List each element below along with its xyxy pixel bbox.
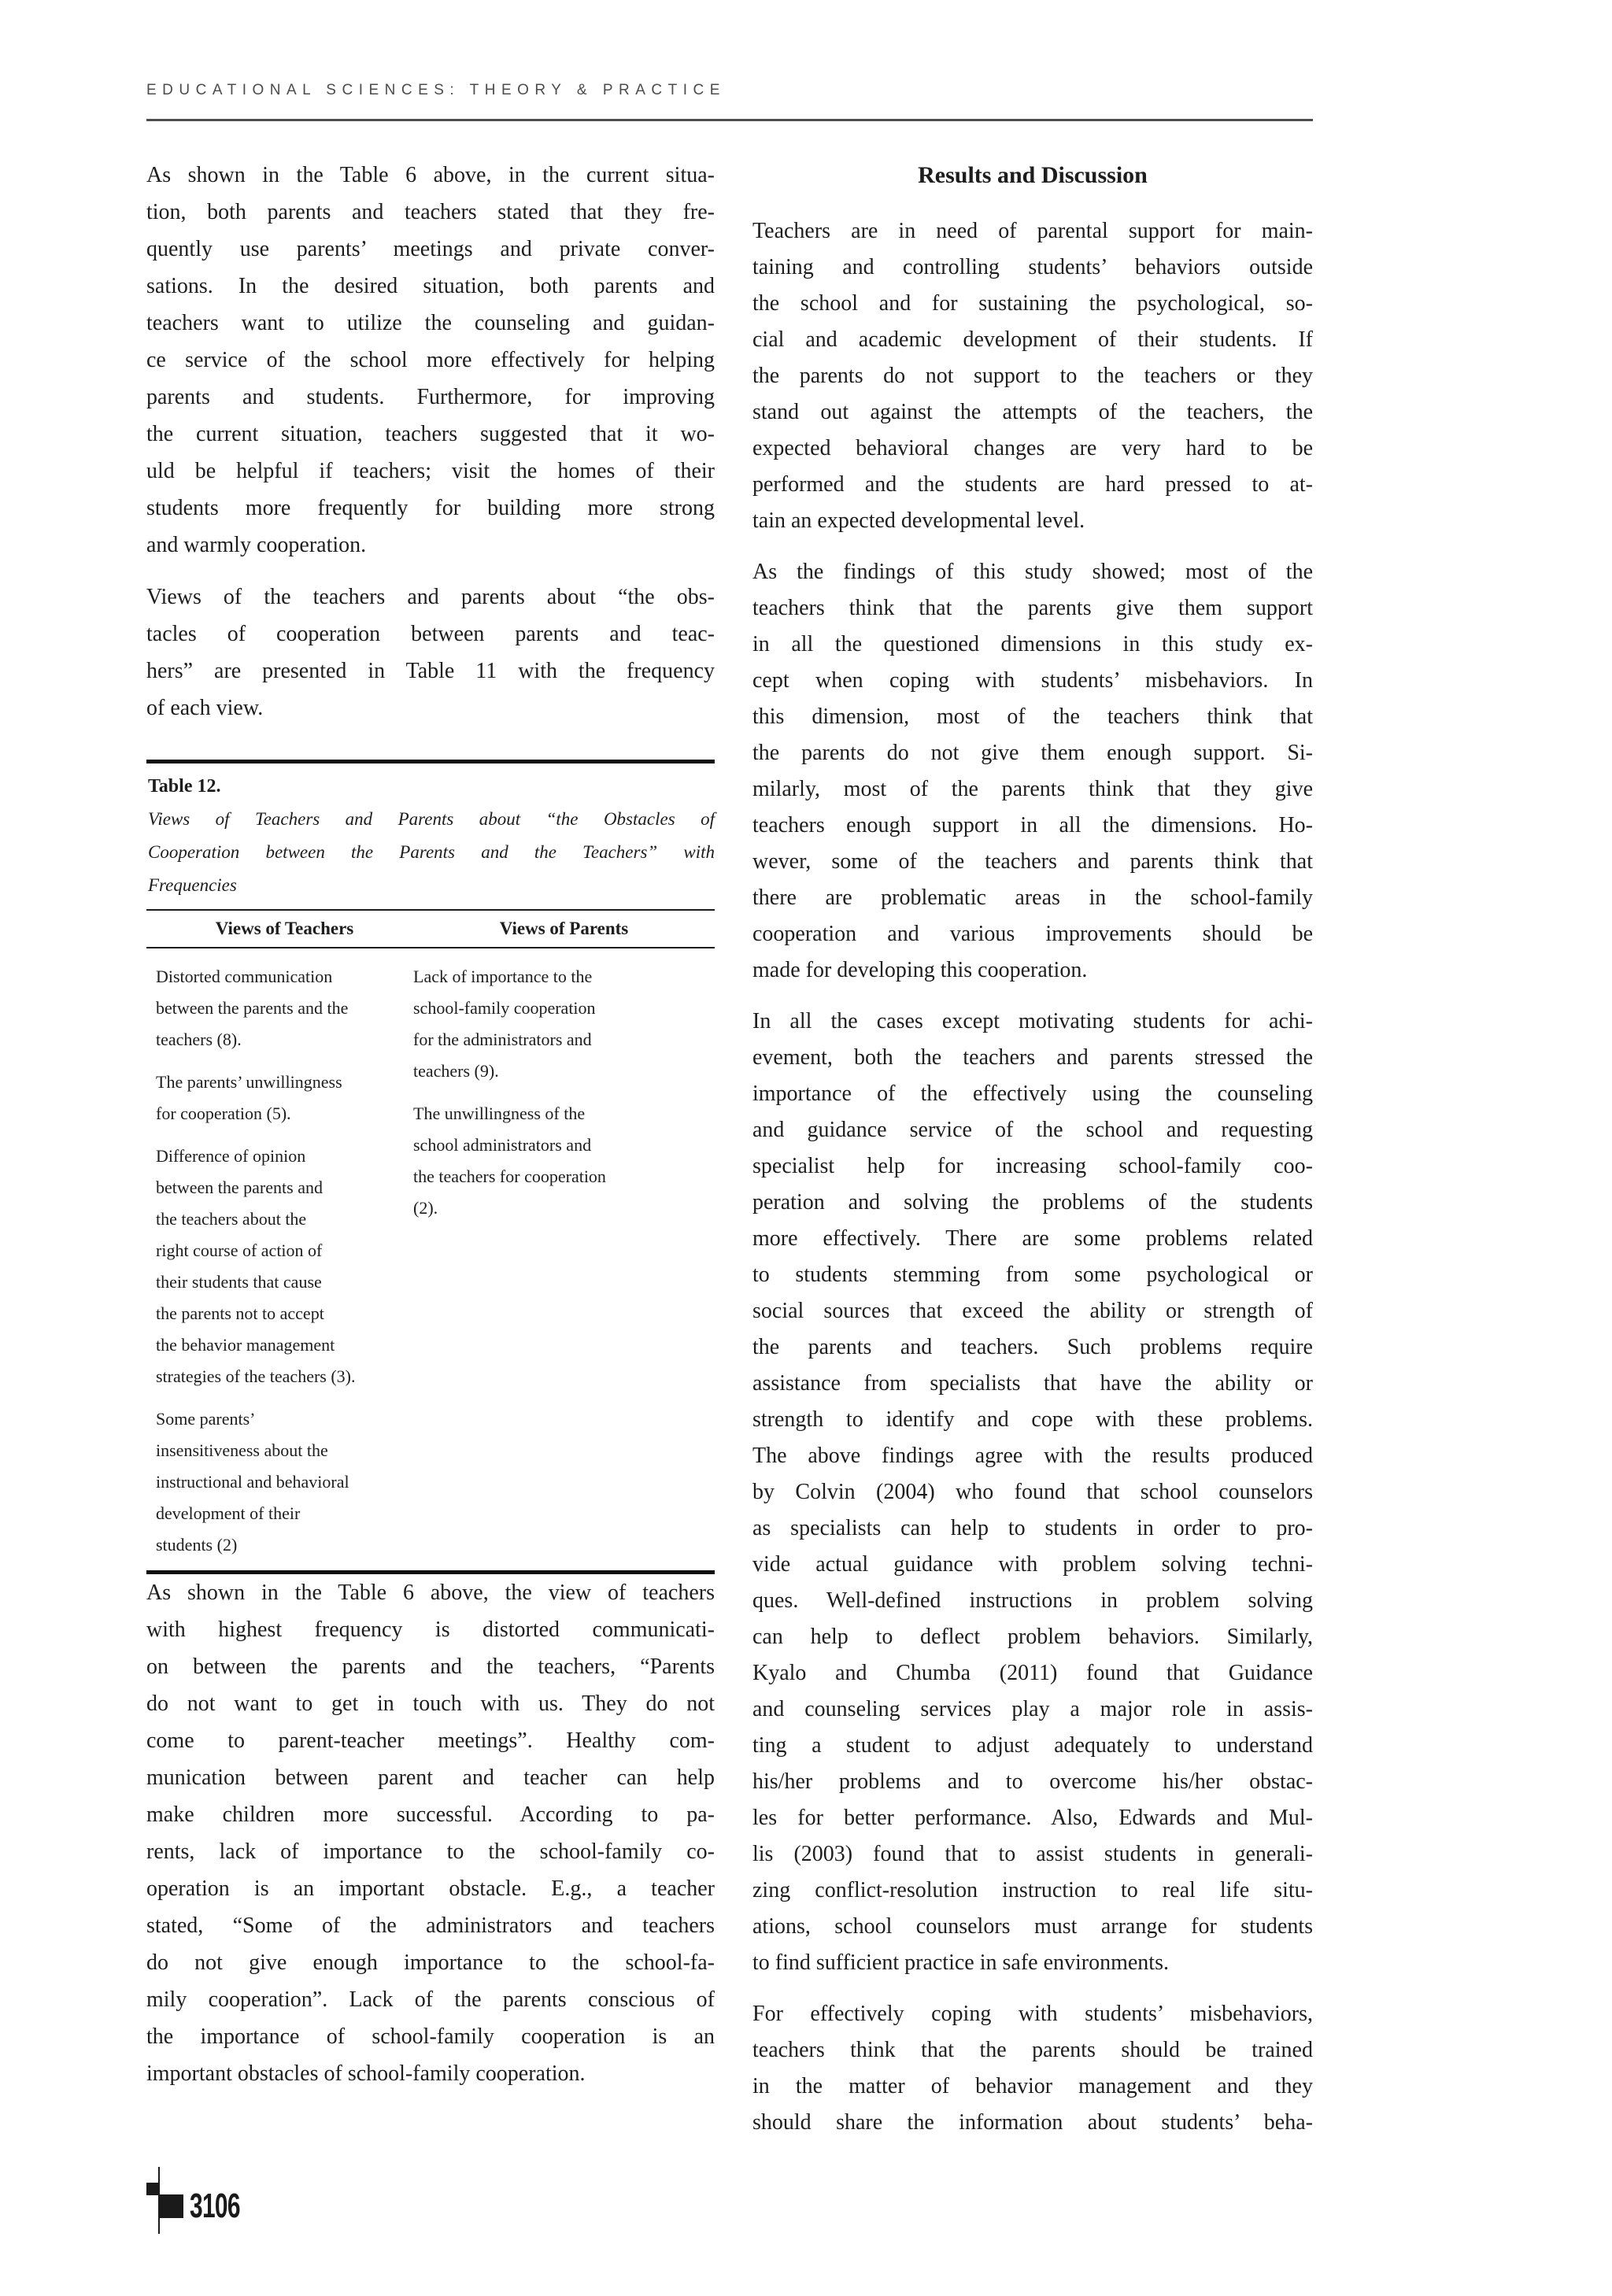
text-line: ques. Well-defined instructions in problem solving bbox=[752, 1588, 1313, 1613]
text-line: les for better performance. Also, Edwards and Mul- bbox=[752, 1806, 1313, 1830]
text-line: Views of the teachers and parents about “the obs- bbox=[146, 585, 715, 609]
text-line: the parents not to accept bbox=[156, 1303, 324, 1323]
text-line: the parents do not support to the teachers or they bbox=[752, 364, 1313, 388]
text-line: the current situation, teachers suggested that it wo- bbox=[146, 422, 715, 446]
text-line: stated, “Some of the administrators and teachers bbox=[146, 1913, 715, 1938]
text-line: For effectively coping with students’ misbehaviors, bbox=[752, 2002, 1313, 2026]
table-cell-item bbox=[156, 1403, 413, 1561]
text-line: the importance of school-family cooperation is an bbox=[146, 2024, 715, 2049]
text-line: the behavior management bbox=[156, 1335, 335, 1355]
text-line: The parents’ unwillingness bbox=[156, 1072, 342, 1092]
text-line: The unwillingness of the bbox=[413, 1104, 586, 1123]
left-column bbox=[146, 157, 715, 2092]
text-line: and counseling services play a major role in assis- bbox=[752, 1697, 1313, 1721]
table-header-row bbox=[146, 909, 715, 948]
text-line: milarly, most of the parents think that they give bbox=[752, 777, 1313, 801]
text-line: zing conflict-resolution instruction to real life situ- bbox=[752, 1878, 1313, 1902]
table-cell-item bbox=[156, 1067, 413, 1130]
table-column-header-parents: Views of Parents bbox=[499, 919, 629, 938]
text-line: between the parents and bbox=[156, 1178, 323, 1197]
table-cell-teachers-views bbox=[156, 961, 413, 1561]
text-line: teachers think that the parents give them support bbox=[752, 596, 1313, 620]
text-line: Teachers are in need of parental support for main- bbox=[752, 219, 1313, 243]
text-line: Cooperation between the Parents and the Teachers” with bbox=[148, 842, 715, 862]
text-line: rents, lack of importance to the school-family co- bbox=[146, 1839, 715, 1864]
text-line: stand out against the attempts of the teachers, the bbox=[752, 400, 1313, 424]
text-line: school administrators and bbox=[413, 1135, 592, 1155]
text-line: and warmly cooperation. bbox=[146, 533, 367, 557]
body-paragraph bbox=[752, 554, 1313, 989]
text-line: evement, both the teachers and parents stressed the bbox=[752, 1045, 1313, 1070]
text-line: uld be helpful if teachers; visit the homes of their bbox=[146, 459, 715, 483]
text-line: to find sufficient practice in safe environments. bbox=[752, 1950, 1169, 1975]
text-line: Some parents’ bbox=[156, 1409, 256, 1429]
text-line: cept when coping with students’ misbehaviors. In bbox=[752, 668, 1313, 693]
text-line: there are problematic areas in the school-family bbox=[752, 885, 1313, 910]
text-line: of each view. bbox=[146, 696, 264, 720]
text-line: strength to identify and cope with these problems. bbox=[752, 1407, 1313, 1432]
table-cell-item bbox=[156, 961, 413, 1056]
text-line: instructional and behavioral bbox=[156, 1472, 349, 1492]
table-12 bbox=[146, 760, 715, 1574]
text-line: teachers want to utilize the counseling and guidan- bbox=[146, 311, 715, 335]
text-line: and guidance service of the school and requesting bbox=[752, 1118, 1313, 1142]
table-body bbox=[146, 948, 715, 1570]
text-line: tacles of cooperation between parents and teac- bbox=[146, 622, 715, 646]
text-line: with highest frequency is distorted communicati- bbox=[146, 1618, 715, 1642]
text-line: in all the questioned dimensions in this study ex- bbox=[752, 632, 1313, 656]
text-line: students more frequently for building more strong bbox=[146, 496, 715, 520]
text-line: (2). bbox=[413, 1198, 438, 1218]
text-line: As shown in the Table 6 above, in the current situa- bbox=[146, 163, 715, 187]
text-line: the teachers about the bbox=[156, 1209, 307, 1229]
text-line: Frequencies bbox=[148, 875, 237, 895]
text-line: come to parent-teacher meetings”. Healthy com- bbox=[146, 1728, 715, 1753]
text-line: operation is an important obstacle. E.g., a teacher bbox=[146, 1876, 715, 1901]
header-rule bbox=[146, 119, 1313, 121]
body-paragraph bbox=[752, 1004, 1313, 1981]
text-line: lis (2003) found that to assist students in generali- bbox=[752, 1842, 1313, 1866]
text-line: sations. In the desired situation, both parents and bbox=[146, 274, 715, 298]
text-line: The above findings agree with the results produced bbox=[752, 1444, 1313, 1468]
text-line: As the findings of this study showed; most of the bbox=[752, 560, 1313, 584]
text-line: social sources that exceed the ability or strength of bbox=[752, 1299, 1313, 1323]
text-line: do not want to get in touch with us. They do not bbox=[146, 1691, 715, 1716]
body-paragraph bbox=[146, 157, 715, 564]
text-line: munication between parent and teacher can help bbox=[146, 1765, 715, 1790]
table-cell-item bbox=[156, 1141, 413, 1392]
text-line: Kyalo and Chumba (2011) found that Guidance bbox=[752, 1661, 1313, 1685]
text-line: made for developing this cooperation. bbox=[752, 958, 1088, 982]
text-line: assistance from specialists that have the ability or bbox=[752, 1371, 1313, 1396]
text-line: important obstacles of school-family cooperation. bbox=[146, 2061, 586, 2086]
text-line: wever, some of the teachers and parents think that bbox=[752, 849, 1313, 874]
text-line: expected behavioral changes are very hard to be bbox=[752, 436, 1313, 460]
table-cell-item bbox=[413, 1098, 715, 1224]
text-line: hers” are presented in Table 11 with the frequency bbox=[146, 659, 715, 683]
right-column bbox=[752, 157, 1313, 2141]
text-line: performed and the students are hard pressed to at- bbox=[752, 472, 1313, 497]
text-line: development of their bbox=[156, 1503, 301, 1523]
text-line: the teachers for cooperation bbox=[413, 1166, 606, 1186]
text-line: more effectively. There are some problems related bbox=[752, 1226, 1313, 1251]
text-line: importance of the effectively using the counseling bbox=[752, 1081, 1313, 1106]
table-title: Table 12. bbox=[148, 776, 221, 797]
text-line: strategies of the teachers (3). bbox=[156, 1366, 356, 1386]
table-caption bbox=[148, 803, 715, 902]
text-line: make children more successful. According to pa- bbox=[146, 1802, 715, 1827]
text-line: teachers think that the parents should be trained bbox=[752, 2038, 1313, 2062]
text-line: to students stemming from some psychological or bbox=[752, 1263, 1313, 1287]
footer-mark-large-square bbox=[160, 2194, 183, 2218]
text-line: on between the parents and the teachers, “Parents bbox=[146, 1655, 715, 1679]
text-line: ce service of the school more effectively for helping bbox=[146, 348, 715, 372]
text-line: mily cooperation”. Lack of the parents conscious of bbox=[146, 1987, 715, 2012]
text-line: students (2) bbox=[156, 1535, 238, 1555]
text-line: in the matter of behavior management and they bbox=[752, 2074, 1313, 2098]
text-line: right course of action of bbox=[156, 1240, 323, 1260]
text-line: parents and students. Furthermore, for improving bbox=[146, 385, 715, 409]
text-line: Difference of opinion bbox=[156, 1146, 306, 1166]
body-paragraph bbox=[752, 213, 1313, 539]
page-number: 3106 bbox=[190, 2187, 240, 2225]
table-cell-parents-views bbox=[413, 961, 715, 1561]
text-line: Lack of importance to the bbox=[413, 967, 593, 986]
text-line: quently use parents’ meetings and private conver- bbox=[146, 237, 715, 261]
text-line: ations, school counselors must arrange for students bbox=[752, 1914, 1313, 1939]
text-line: can help to deflect problem behaviors. Similarly, bbox=[752, 1625, 1313, 1649]
body-paragraph bbox=[146, 1574, 715, 2092]
text-line: peration and solving the problems of the students bbox=[752, 1190, 1313, 1215]
body-paragraph bbox=[146, 579, 715, 727]
text-line: ting a student to adjust adequately to understand bbox=[752, 1733, 1313, 1758]
text-line: Views of Teachers and Parents about “the Obstacles of bbox=[148, 809, 715, 829]
text-line: teachers (9). bbox=[413, 1061, 499, 1081]
text-line: tion, both parents and teachers stated that they fre- bbox=[146, 200, 715, 224]
body-paragraph bbox=[752, 1996, 1313, 2141]
text-line: teachers (8). bbox=[156, 1030, 242, 1049]
text-line: cooperation and various improvements should be bbox=[752, 922, 1313, 946]
text-line: As shown in the Table 6 above, the view of teachers bbox=[146, 1581, 715, 1605]
text-line: Distorted communication bbox=[156, 967, 333, 986]
table-column-header-teachers: Views of Teachers bbox=[215, 919, 354, 938]
text-line: cial and academic development of their students. If bbox=[752, 327, 1313, 352]
text-line: by Colvin (2004) who found that school counselors bbox=[752, 1480, 1313, 1504]
text-line: for the administrators and bbox=[413, 1030, 592, 1049]
text-line: the parents and teachers. Such problems require bbox=[752, 1335, 1313, 1359]
journal-running-head: EDUCATIONAL SCIENCES: THEORY & PRACTICE bbox=[146, 82, 726, 98]
text-line: as specialists can help to students in order to pro- bbox=[752, 1516, 1313, 1540]
text-line: between the parents and the bbox=[156, 998, 349, 1018]
text-line: tain an expected developmental level. bbox=[752, 508, 1085, 533]
text-line: this dimension, most of the teachers think that bbox=[752, 704, 1313, 729]
footer-mark-small-square bbox=[146, 2183, 158, 2195]
text-line: do not give enough importance to the school-fa- bbox=[146, 1950, 715, 1975]
text-line: In all the cases except motivating students for achi- bbox=[752, 1009, 1313, 1033]
text-line: school-family cooperation bbox=[413, 998, 596, 1018]
text-line: the parents do not give them enough support. Si- bbox=[752, 741, 1313, 765]
text-line: the school and for sustaining the psychological, so- bbox=[752, 291, 1313, 316]
text-line: taining and controlling students’ behaviors outside bbox=[752, 255, 1313, 279]
text-line: teachers enough support in all the dimensions. Ho- bbox=[752, 813, 1313, 837]
text-line: for cooperation (5). bbox=[156, 1104, 291, 1123]
text-line: specialist help for increasing school-family coo- bbox=[752, 1154, 1313, 1178]
text-line: should share the information about students’ beha- bbox=[752, 2110, 1313, 2135]
text-line: his/her problems and to overcome his/her obstac- bbox=[752, 1769, 1313, 1794]
table-cell-item bbox=[413, 961, 715, 1087]
text-line: insensitiveness about the bbox=[156, 1440, 328, 1460]
text-line: vide actual guidance with problem solving techni- bbox=[752, 1552, 1313, 1577]
text-line: their students that cause bbox=[156, 1272, 322, 1292]
section-heading: Results and Discussion bbox=[918, 162, 1148, 188]
